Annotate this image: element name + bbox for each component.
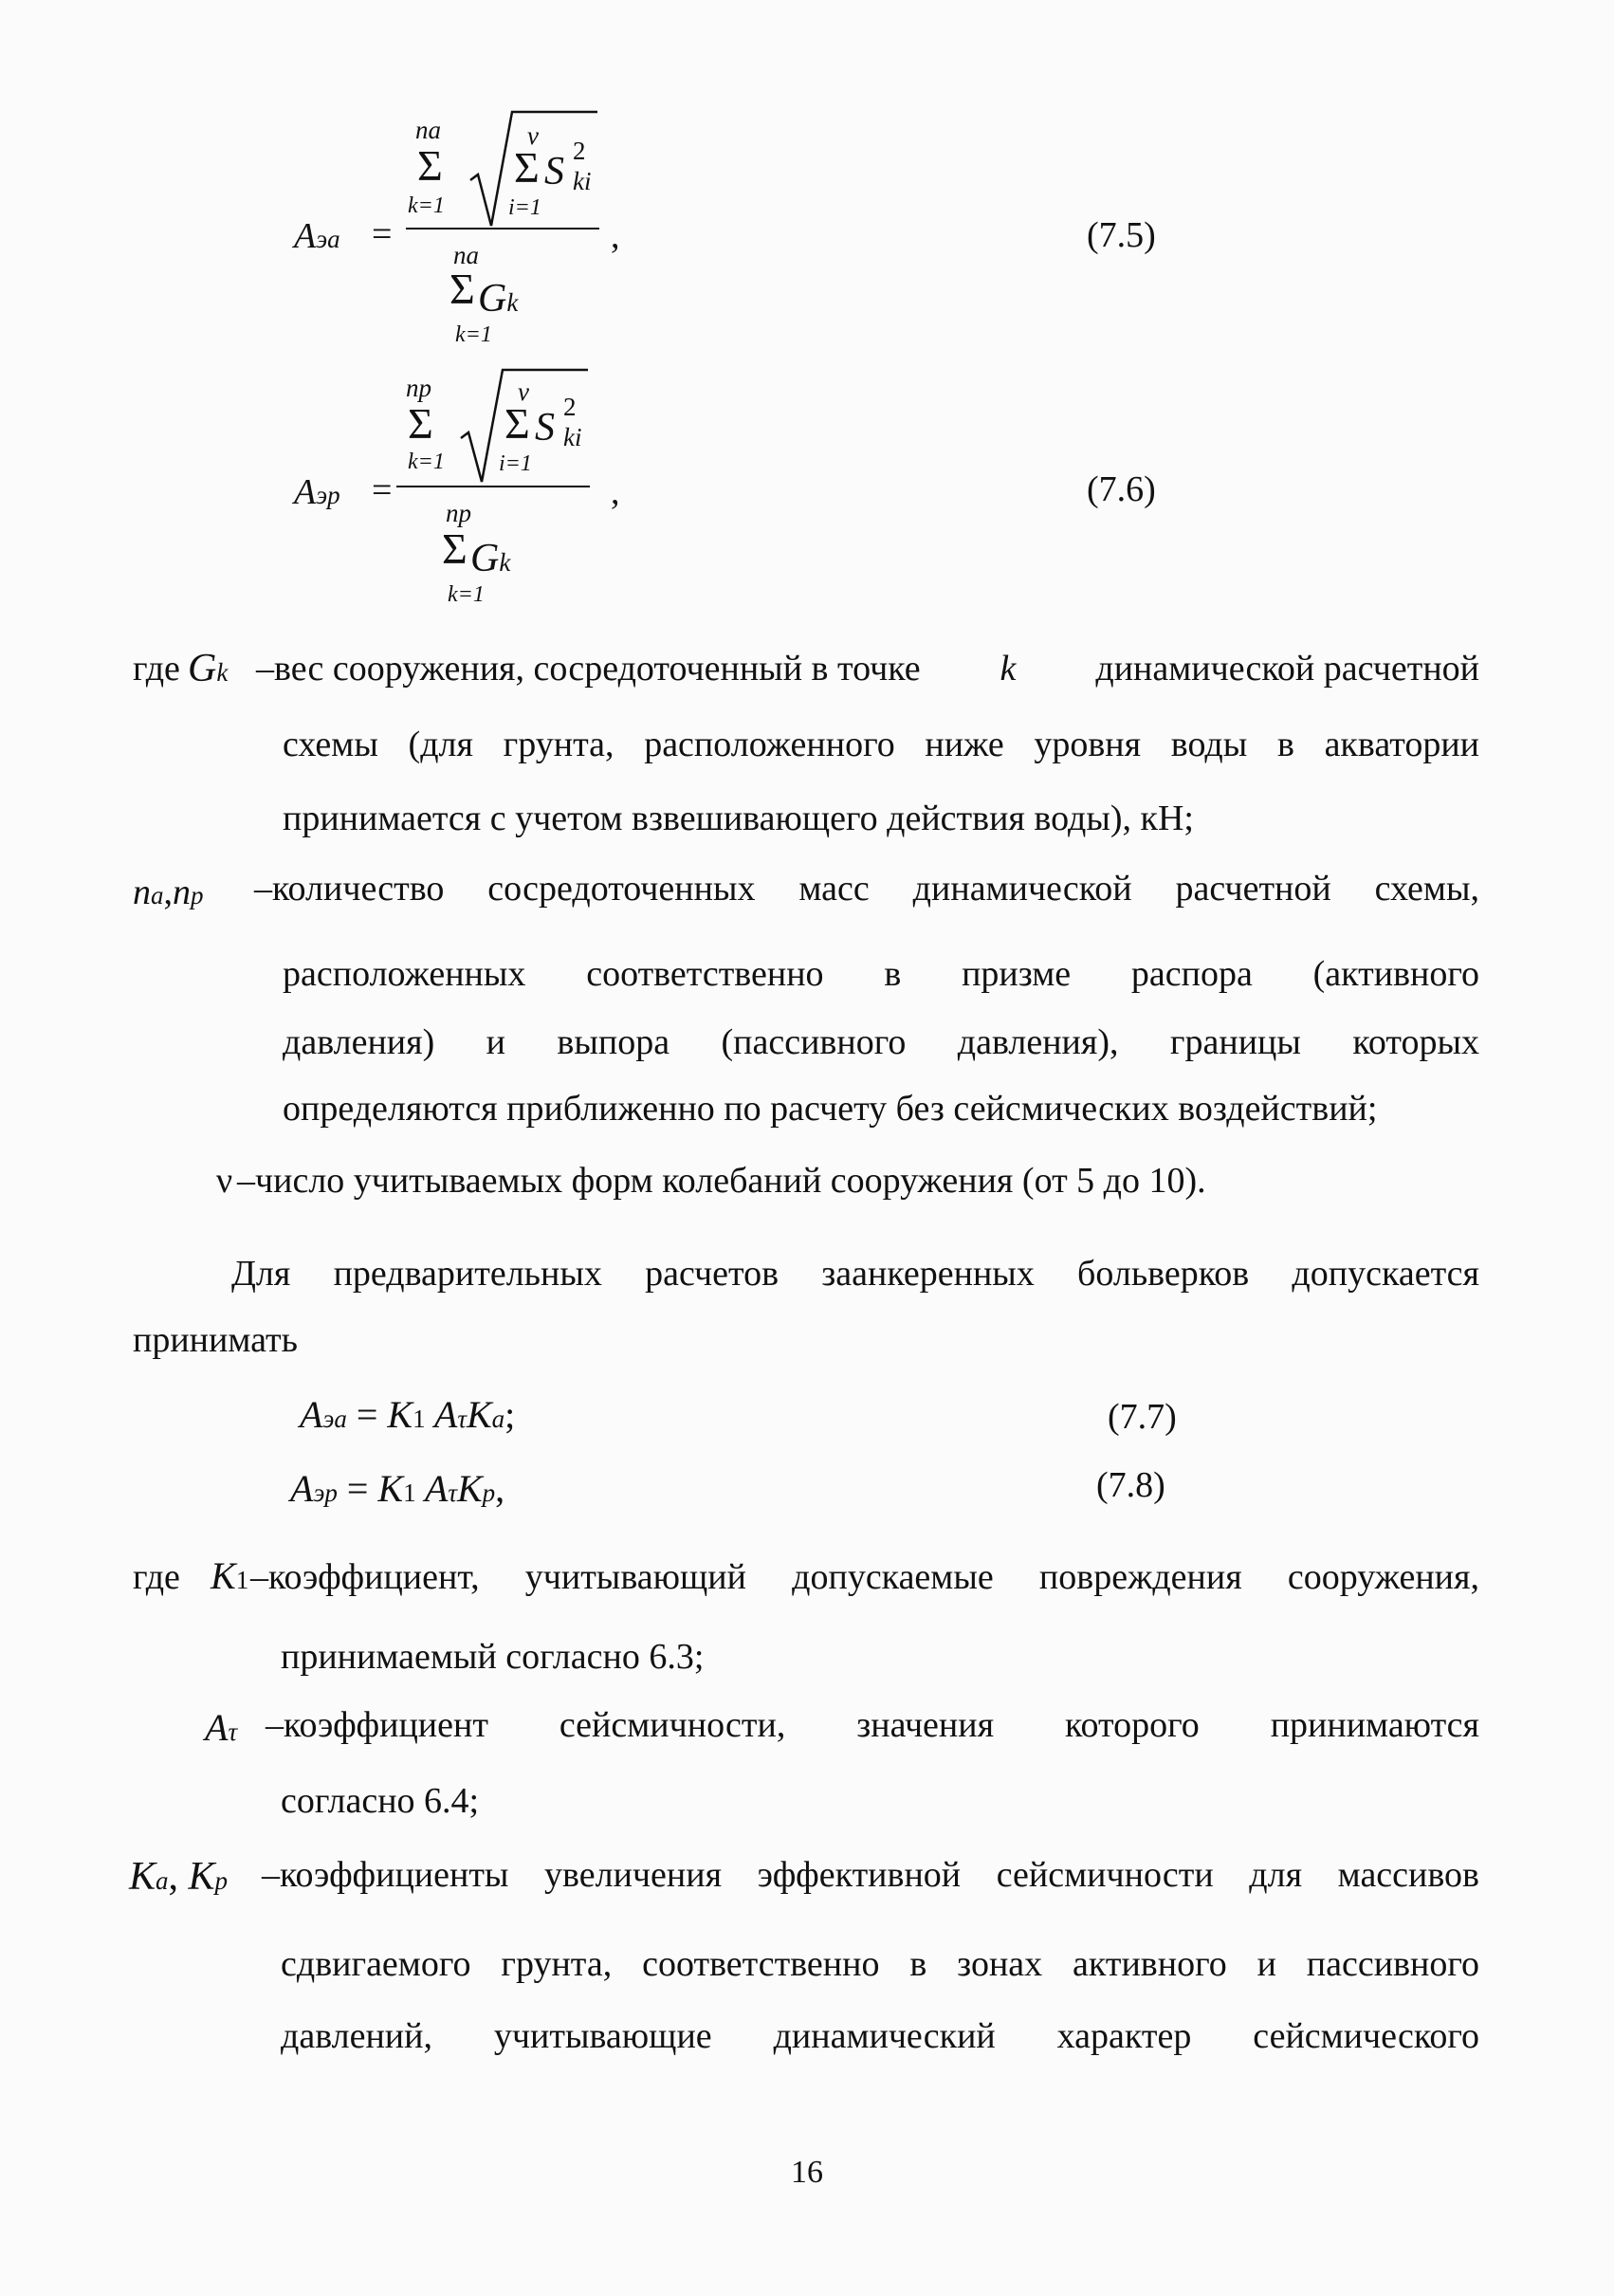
- def1-prefix: где: [133, 649, 180, 689]
- def6-symbols: Ka, Kp: [129, 1855, 229, 1899]
- eq76-s-sub: ki: [563, 423, 582, 451]
- eq75-s-sub: ki: [573, 167, 592, 195]
- page-number: 16: [791, 2155, 823, 2190]
- eq76-den-sum: Σ: [442, 524, 468, 573]
- def1-symbol: Gk: [188, 647, 229, 690]
- eq78-formula: Aэр = K1 AτKp,: [290, 1467, 505, 1510]
- eq75-inner-sum: Σ: [514, 143, 540, 192]
- eq75-inner-lower: i=1: [508, 195, 541, 220]
- eq76-s-sup: 2: [563, 393, 577, 421]
- def5-symbol: Aτ: [205, 1706, 238, 1749]
- def4-line2: принимаемый согласно 6.3;: [281, 1637, 705, 1677]
- eq75-equals: =: [372, 214, 393, 254]
- eq75-inner-upper: ν: [527, 121, 539, 150]
- eq75-fraction-bar: [406, 228, 599, 230]
- eq75-s-term: S: [544, 150, 564, 193]
- eq76-comma: ,: [611, 472, 620, 512]
- eq76-inner-upper: ν: [518, 377, 529, 406]
- para-line1: Для предварительных расчетов заанкеренных больверков допускается: [231, 1254, 1479, 1294]
- eq76-number: (7.6): [1087, 469, 1156, 509]
- def4-symbol: K1: [211, 1554, 249, 1597]
- eq75-sum-lower: k=1: [408, 193, 445, 218]
- eq76-equals: =: [372, 470, 393, 510]
- def1-k: k: [1000, 649, 1017, 689]
- def4-prefix: где: [133, 1557, 180, 1597]
- eq76-lhs: Aэр: [294, 472, 340, 512]
- def2-line4: определяются приближенно по расчету без сейсмических воздействий;: [283, 1089, 1378, 1129]
- def5-line1: –коэффициент сейсмичности, значения которого принимаются: [266, 1705, 1479, 1745]
- def6-line1: –коэффициенты увеличения эффективной сейсмичности для массивов: [262, 1855, 1479, 1895]
- def1-line2: схемы (для грунта, расположенного ниже уровня воды в акватории: [283, 725, 1479, 764]
- eq76-fraction-bar: [396, 486, 590, 487]
- eq75-sum-upper: na: [415, 116, 441, 144]
- eq75-den-sum: Σ: [449, 265, 475, 313]
- def4-line1: –коэффициент, учитывающий допускаемые повреждения сооружения,: [250, 1557, 1479, 1597]
- eq76-den-lower: k=1: [448, 582, 485, 607]
- def6-line2: сдвигаемого грунта, соответственно в зонах активного и пассивного: [281, 1944, 1479, 1984]
- def2-line3: давления) и выпора (пассивного давления), границы которых: [283, 1022, 1479, 1062]
- eq76-den-g: Gk: [470, 537, 511, 580]
- eq75-comma: ,: [611, 216, 620, 256]
- def1-line3: принимается с учетом взвешивающего действия воды), кН;: [283, 799, 1194, 838]
- eq76-inner-lower: i=1: [499, 451, 532, 476]
- eq75-den-upper: na: [453, 241, 479, 269]
- eq77-number: (7.7): [1108, 1397, 1177, 1437]
- eq76-sum-symbol: Σ: [408, 399, 433, 448]
- eq76-sum-upper: np: [406, 374, 431, 402]
- def2-symbols: na,np: [133, 872, 204, 912]
- eq76-den-upper: np: [446, 499, 471, 527]
- def6-line3: давлений, учитывающие динамический характер сейсмического: [281, 2016, 1479, 2056]
- eq75-den-lower: k=1: [455, 322, 492, 347]
- def3-text: –число учитываемых форм колебаний сооружения (от 5 до 10).: [237, 1161, 1206, 1201]
- def5-line2: согласно 6.4;: [281, 1781, 480, 1821]
- eq76-sum-lower: k=1: [408, 450, 445, 474]
- def2-line2: расположенных соответственно в призме распора (активного: [283, 954, 1479, 994]
- eq78-number: (7.8): [1096, 1465, 1165, 1505]
- eq75-number: (7.5): [1087, 215, 1156, 255]
- def2-line1: –количество сосредоточенных масс динамической расчетной схемы,: [254, 869, 1479, 909]
- eq76-s-term: S: [535, 406, 555, 450]
- def1-line1: –вес сооружения, сосредоточенный в точке k динамической расчетной: [256, 649, 1479, 689]
- eq77-formula: Aэа = K1 AτKa;: [300, 1393, 516, 1436]
- eq75-den-g: Gk: [478, 277, 519, 321]
- def3-symbol: ν: [216, 1161, 233, 1201]
- eq76-inner-sum: Σ: [504, 399, 530, 448]
- eq75-lhs: Aэа: [294, 216, 340, 256]
- eq75-s-sup: 2: [573, 137, 586, 165]
- eq75-sum-symbol: Σ: [417, 141, 443, 190]
- para-line2: принимать: [133, 1320, 298, 1360]
